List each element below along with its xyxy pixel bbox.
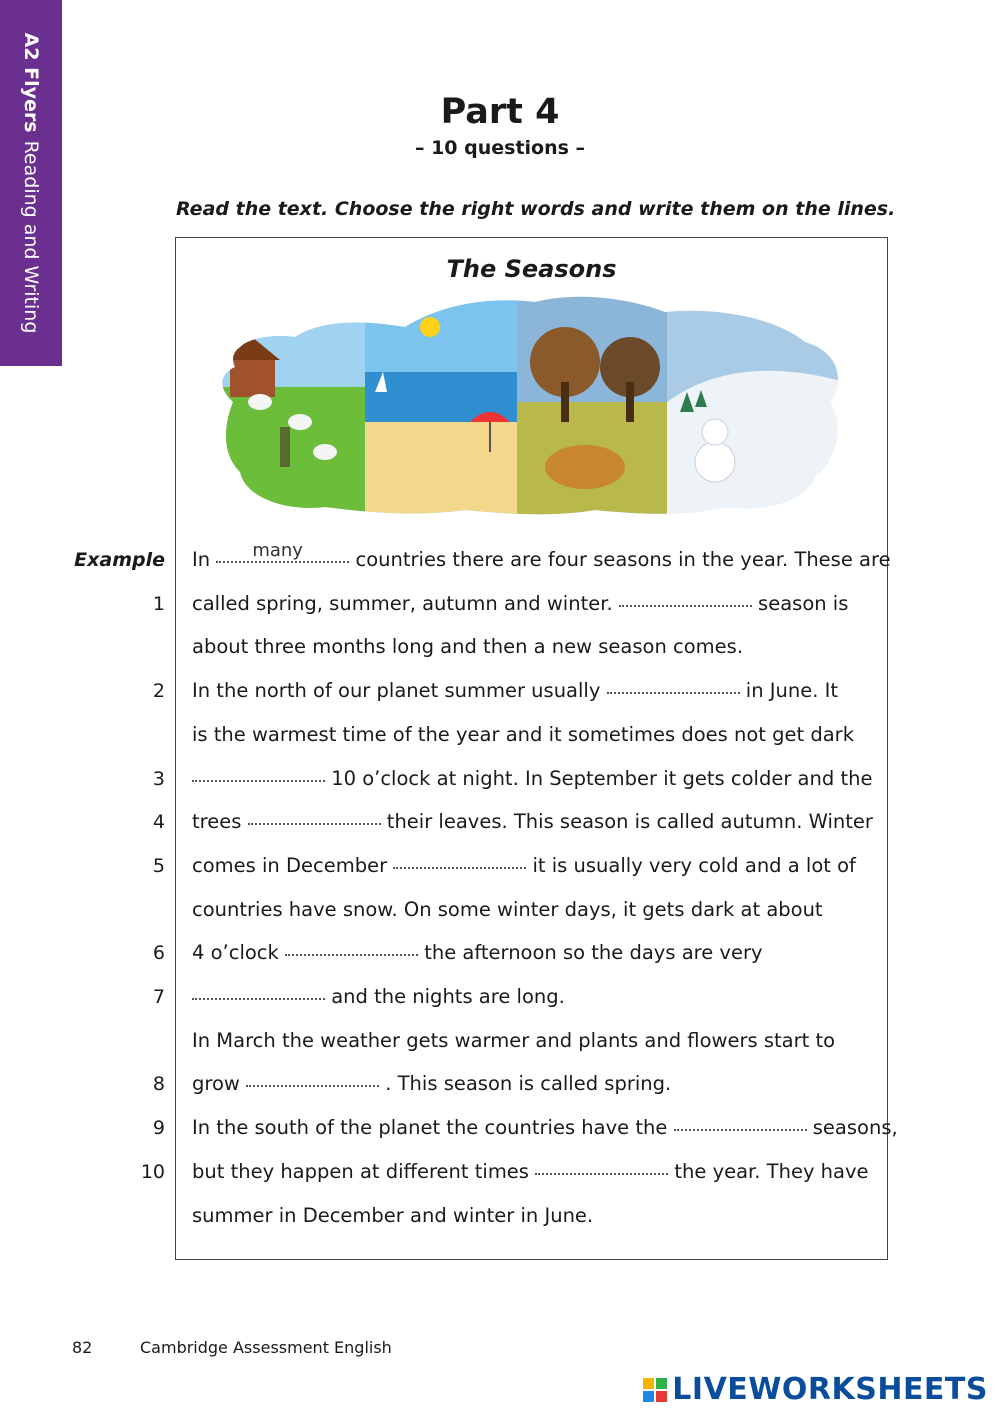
passage-text: about three months long and then a new season comes. xyxy=(192,635,744,659)
passage-text: in June. It xyxy=(739,679,839,703)
passage-text: the year. They have xyxy=(668,1159,869,1183)
passage-line xyxy=(192,890,823,930)
question-number: 1 xyxy=(152,592,165,615)
passage-line xyxy=(192,627,743,667)
question-number: 2 xyxy=(152,680,165,703)
liveworksheets-icon xyxy=(642,1377,668,1403)
answer-blank[interactable] xyxy=(248,806,381,828)
question-number: 3 xyxy=(152,767,165,790)
passage-text: 4 o’clock xyxy=(192,941,286,965)
passage-line xyxy=(192,802,873,842)
answer-blank[interactable] xyxy=(619,588,752,610)
passage-text: it is usually very cold and a lot of xyxy=(526,853,856,877)
answer-blank[interactable] xyxy=(246,1068,379,1090)
passage-line xyxy=(192,1064,671,1104)
page-title: Part 4 xyxy=(440,92,560,132)
answer-blank[interactable] xyxy=(285,937,418,959)
question-number xyxy=(0,715,165,755)
passage-line xyxy=(192,715,854,755)
publisher: Cambridge Assessment English xyxy=(140,1338,392,1357)
passage-text: season is xyxy=(751,591,849,615)
question-number: 5 xyxy=(152,854,165,877)
question-number: 4 xyxy=(152,811,165,834)
answer-blank[interactable] xyxy=(607,675,740,697)
side-tab-text: A2 FlyersReading and Writing xyxy=(20,32,42,334)
sheep xyxy=(248,394,272,410)
snowman xyxy=(695,442,735,482)
passage-text: the afternoon so the days are very xyxy=(418,941,763,965)
side-tab xyxy=(0,0,62,366)
question-number: 8 xyxy=(152,1073,165,1096)
passage-text: called spring, summer, autumn and winter. xyxy=(192,591,619,615)
farmhouse xyxy=(230,357,275,397)
passage-text: trees xyxy=(192,810,248,834)
question-number xyxy=(0,627,165,667)
page-number: 82 xyxy=(72,1338,93,1357)
answer-blank[interactable] xyxy=(393,850,526,872)
passage-text: In March the weather gets warmer and plants and flowers start to xyxy=(192,1028,836,1052)
beach xyxy=(365,422,517,517)
answer-blank[interactable] xyxy=(674,1112,807,1134)
page-subtitle: – 10 questions – xyxy=(414,137,586,159)
sheep xyxy=(313,444,337,460)
question-number xyxy=(0,1021,165,1061)
passage-text: and the nights are long. xyxy=(325,985,565,1008)
passage-line xyxy=(192,584,848,624)
seasons-illustration xyxy=(215,292,845,517)
answer-blank[interactable] xyxy=(192,763,325,785)
question-number xyxy=(0,890,165,930)
leaf-pile xyxy=(545,445,625,489)
passage-line xyxy=(192,1152,869,1192)
question-number: 6 xyxy=(152,942,165,965)
passage-line xyxy=(192,846,856,886)
passage-text: In the north of our planet summer usually xyxy=(192,679,607,703)
passage-line xyxy=(192,1108,898,1148)
answer-blank[interactable] xyxy=(535,1156,668,1178)
passage-text: countries there are four seasons in the year. These are xyxy=(349,548,891,571)
passage-text: In the south of the planet the countries have the xyxy=(192,1116,674,1140)
passage-line xyxy=(192,540,891,580)
passage-line xyxy=(192,977,565,1017)
passage-line xyxy=(192,671,838,711)
passage-line xyxy=(192,1196,593,1236)
question-number: 9 xyxy=(152,1117,165,1140)
brand-logo: LIVEWORKSHEETS xyxy=(642,1372,988,1407)
answer-blank[interactable] xyxy=(192,981,325,1003)
sheep xyxy=(288,414,312,430)
passage-text: . This season is called spring. xyxy=(379,1072,672,1096)
passage-text: but they happen at different times xyxy=(192,1159,536,1183)
sun xyxy=(420,317,440,337)
snow-hill xyxy=(667,371,845,517)
question-number: 10 xyxy=(140,1160,165,1183)
passage-text: 10 o’clock at night. In September it gets colder and the xyxy=(325,766,873,790)
question-number: Example xyxy=(74,549,165,571)
question-number xyxy=(0,1196,165,1236)
example-answer-blank xyxy=(216,540,349,566)
passage-line xyxy=(192,759,872,799)
question-number: 7 xyxy=(152,986,165,1008)
farmer xyxy=(280,427,290,467)
passage-text: seasons, xyxy=(806,1116,898,1140)
passage-text: grow xyxy=(192,1072,247,1096)
passage-text: summer in December and winter in June. xyxy=(192,1203,594,1227)
passage-text: comes in December xyxy=(192,853,394,877)
passage-line xyxy=(192,1021,835,1061)
passage-title: The Seasons xyxy=(446,255,617,283)
example-answer: many xyxy=(252,540,303,561)
passage-text: countries have snow. On some winter days, it gets dark at about xyxy=(192,897,823,921)
instruction: Read the text. Choose the right words and write them on the lines. xyxy=(176,198,896,220)
passage-text: In xyxy=(192,548,217,571)
passage-text: is the warmest time of the year and it sometimes does not get dark xyxy=(192,722,854,746)
passage-text: their leaves. This season is called autumn. Winter xyxy=(380,810,873,834)
passage-line xyxy=(192,933,763,973)
